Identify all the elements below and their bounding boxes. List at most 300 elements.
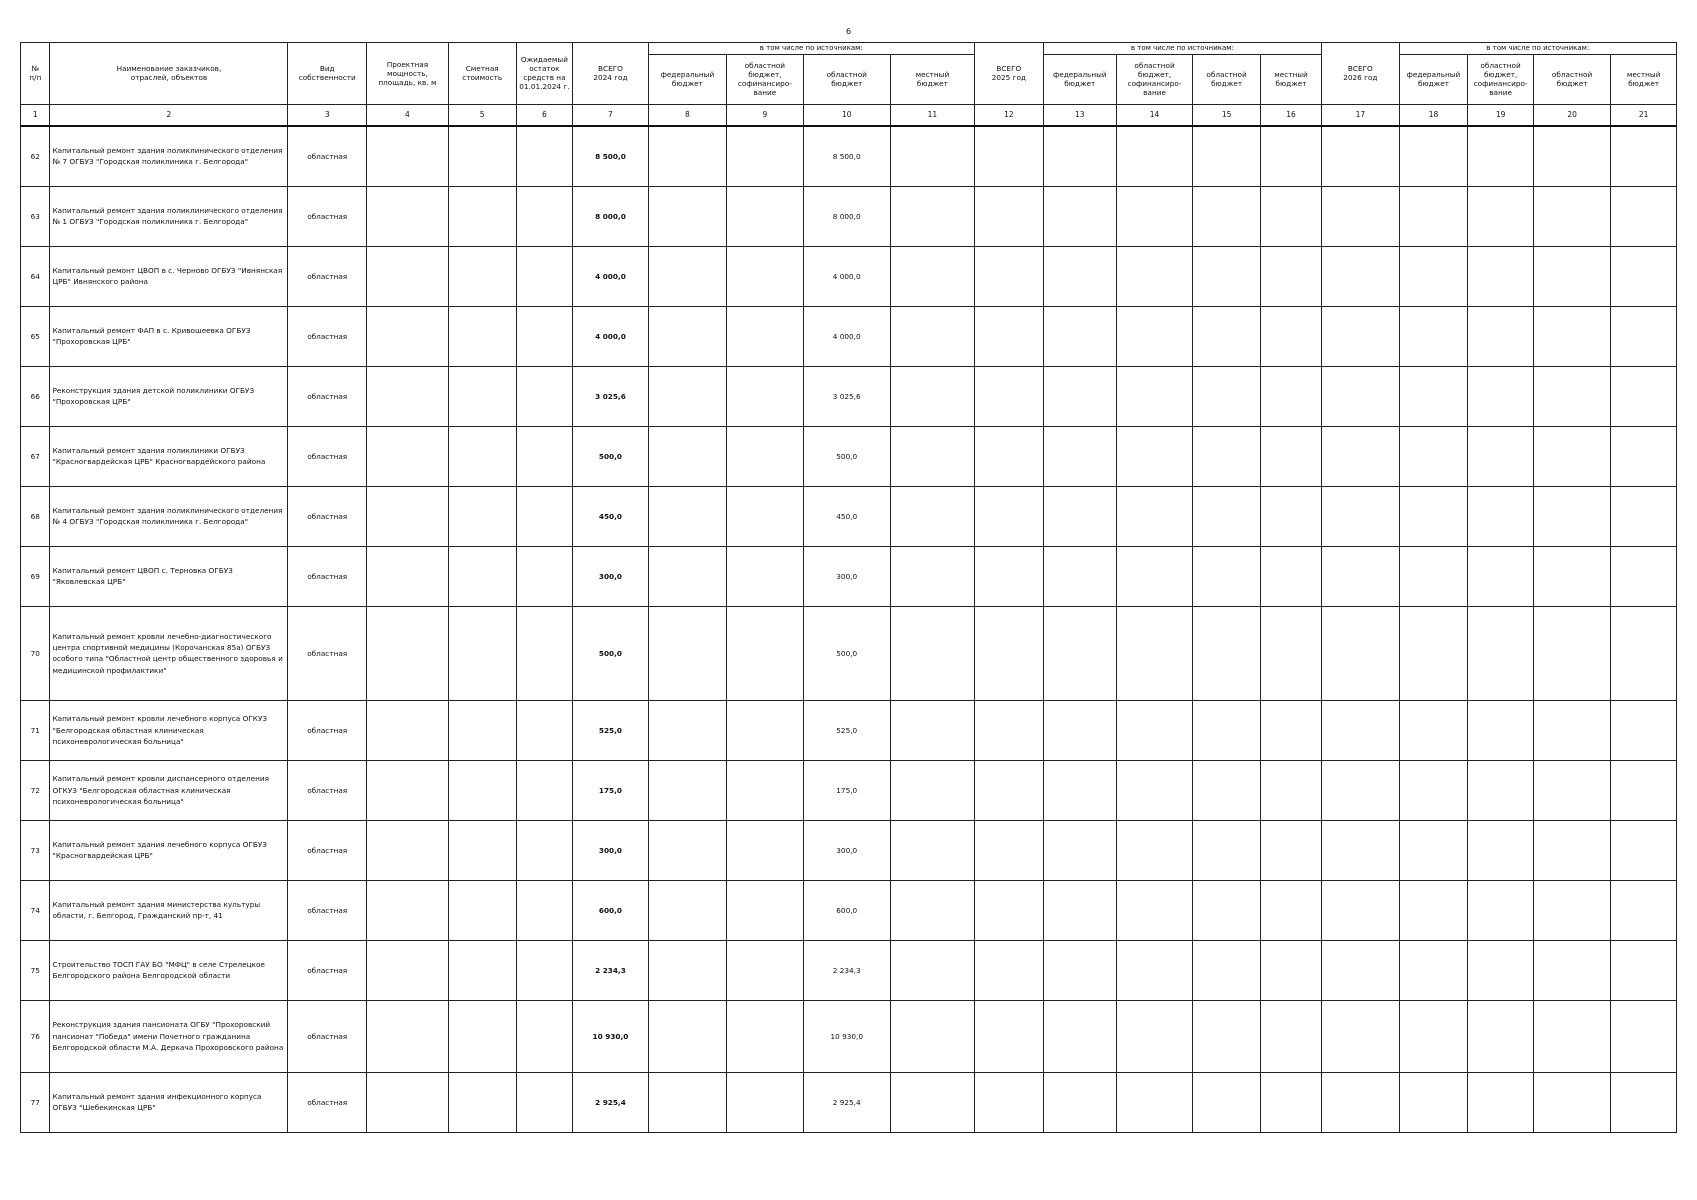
total-2024-cell: 300,0: [573, 546, 648, 606]
table-cell: [1611, 246, 1677, 306]
column-number: 14: [1116, 104, 1192, 126]
column-number: 2: [50, 104, 288, 126]
table-cell: [974, 186, 1043, 246]
regional-2024-cell: 500,0: [803, 426, 890, 486]
regional-2024-cell: 600,0: [803, 880, 890, 940]
table-row: [21, 366, 1677, 426]
table-cell: [516, 186, 573, 246]
table-cell: [1193, 880, 1261, 940]
table-cell: [1611, 760, 1677, 820]
object-name: Капитальный ремонт здания поликлинического отделения № 4 ОГБУЗ "Городская поликлиника г. Белгорода": [50, 486, 288, 546]
table-cell: [1399, 186, 1468, 246]
table-cell: [1116, 246, 1192, 306]
ownership-cell: областная: [288, 186, 367, 246]
table-cell: [974, 246, 1043, 306]
column-number: 9: [727, 104, 803, 126]
table-cell: [516, 306, 573, 366]
table-cell: [367, 186, 449, 246]
table-cell: [1043, 700, 1116, 760]
table-row: [21, 126, 1677, 187]
table-cell: [1468, 820, 1533, 880]
table-cell: [1116, 760, 1192, 820]
header-regional: областной бюджет: [1533, 54, 1611, 104]
ownership-cell: областная: [288, 306, 367, 366]
table-cell: [727, 426, 803, 486]
column-number: 19: [1468, 104, 1533, 126]
row-number: 70: [21, 606, 50, 700]
ownership-cell: областная: [288, 880, 367, 940]
table-row: [21, 760, 1677, 820]
header-federal: федеральный бюджет: [1399, 54, 1468, 104]
table-cell: [1260, 760, 1321, 820]
table-cell: [890, 426, 974, 486]
table-cell: [727, 126, 803, 187]
table-cell: [1468, 126, 1533, 187]
table-cell: [974, 126, 1043, 187]
table-cell: [648, 126, 727, 187]
table-cell: [974, 546, 1043, 606]
table-cell: [1116, 700, 1192, 760]
table-cell: [1043, 426, 1116, 486]
table-cell: [516, 606, 573, 700]
table-cell: [448, 820, 516, 880]
table-cell: [1116, 1072, 1192, 1132]
table-cell: [974, 426, 1043, 486]
table-row: [21, 306, 1677, 366]
object-name: Капитальный ремонт здания поликлинического отделения № 7 ОГБУЗ "Городская поликлиника г. Белгорода": [50, 126, 288, 187]
table-cell: [890, 186, 974, 246]
table-cell: [1611, 426, 1677, 486]
regional-2024-cell: 8 500,0: [803, 126, 890, 187]
table-cell: [1193, 700, 1261, 760]
header-capacity: Проектная мощность, площадь, кв. м: [367, 43, 449, 105]
regional-2024-cell: 300,0: [803, 820, 890, 880]
table-cell: [516, 940, 573, 1000]
total-2024-cell: 2 925,4: [573, 1072, 648, 1132]
table-cell: [974, 486, 1043, 546]
row-number: 67: [21, 426, 50, 486]
table-row: [21, 880, 1677, 940]
table-cell: [448, 880, 516, 940]
ownership-cell: областная: [288, 1000, 367, 1072]
table-cell: [516, 700, 573, 760]
table-cell: [1116, 186, 1192, 246]
table-cell: [1533, 880, 1611, 940]
header-sources-2026: в том числе по источникам:: [1399, 43, 1676, 55]
table-cell: [1043, 306, 1116, 366]
table-cell: [1260, 940, 1321, 1000]
total-2024-cell: 8 500,0: [573, 126, 648, 187]
column-number: 6: [516, 104, 573, 126]
table-cell: [1468, 940, 1533, 1000]
column-number: 18: [1399, 104, 1468, 126]
column-number: 15: [1193, 104, 1261, 126]
total-2024-cell: 300,0: [573, 820, 648, 880]
table-cell: [648, 606, 727, 700]
table-cell: [1193, 606, 1261, 700]
header-federal: федеральный бюджет: [1043, 54, 1116, 104]
regional-2024-cell: 10 930,0: [803, 1000, 890, 1072]
table-cell: [1533, 126, 1611, 187]
total-2024-cell: 8 000,0: [573, 186, 648, 246]
table-cell: [367, 606, 449, 700]
table-cell: [890, 760, 974, 820]
table-cell: [516, 1072, 573, 1132]
row-number: 71: [21, 700, 50, 760]
table-cell: [516, 880, 573, 940]
table-cell: [1399, 306, 1468, 366]
header-num: № п/п: [21, 43, 50, 105]
table-cell: [1116, 606, 1192, 700]
regional-2024-cell: 450,0: [803, 486, 890, 546]
column-number: 4: [367, 104, 449, 126]
ownership-cell: областная: [288, 700, 367, 760]
table-cell: [1193, 1000, 1261, 1072]
table-cell: [727, 546, 803, 606]
table-cell: [1399, 1072, 1468, 1132]
table-cell: [974, 820, 1043, 880]
table-cell: [890, 820, 974, 880]
table-cell: [1260, 546, 1321, 606]
regional-2024-cell: 2 925,4: [803, 1072, 890, 1132]
regional-2024-cell: 525,0: [803, 700, 890, 760]
regional-2024-cell: 300,0: [803, 546, 890, 606]
table-cell: [1043, 1000, 1116, 1072]
table-cell: [648, 760, 727, 820]
table-cell: [516, 546, 573, 606]
row-number: 74: [21, 880, 50, 940]
table-cell: [648, 700, 727, 760]
table-cell: [727, 486, 803, 546]
column-number: 8: [648, 104, 727, 126]
table-cell: [1468, 426, 1533, 486]
column-number: 1: [21, 104, 50, 126]
table-cell: [890, 1072, 974, 1132]
total-2024-cell: 175,0: [573, 760, 648, 820]
table-cell: [1399, 126, 1468, 187]
header-total-2026: ВСЕГО 2026 год: [1322, 43, 1400, 105]
table-cell: [727, 1072, 803, 1132]
row-number: 69: [21, 546, 50, 606]
total-2024-cell: 2 234,3: [573, 940, 648, 1000]
table-cell: [1533, 1000, 1611, 1072]
table-cell: [1399, 366, 1468, 426]
ownership-cell: областная: [288, 246, 367, 306]
table-cell: [516, 246, 573, 306]
table-cell: [1611, 186, 1677, 246]
table-row: [21, 606, 1677, 700]
header-regional-cofin: областной бюджет, софинансиро- вание: [1116, 54, 1192, 104]
table-cell: [1260, 486, 1321, 546]
column-number: 12: [974, 104, 1043, 126]
table-cell: [1611, 486, 1677, 546]
header-regional-cofin: областной бюджет, софинансиро- вание: [727, 54, 803, 104]
table-cell: [1260, 126, 1321, 187]
table-cell: [1468, 1000, 1533, 1072]
table-cell: [1193, 486, 1261, 546]
table-cell: [1322, 366, 1400, 426]
table-cell: [1399, 1000, 1468, 1072]
table-cell: [890, 306, 974, 366]
header-sources-2025: в том числе по источникам:: [1043, 43, 1321, 55]
table-cell: [367, 546, 449, 606]
ownership-cell: областная: [288, 486, 367, 546]
object-name: Капитальный ремонт здания поликлиники ОГБУЗ "Красногвардейская ЦРБ" Красногвардейского района: [50, 426, 288, 486]
ownership-cell: областная: [288, 126, 367, 187]
table-cell: [648, 366, 727, 426]
total-2024-cell: 450,0: [573, 486, 648, 546]
table-cell: [727, 246, 803, 306]
row-number: 76: [21, 1000, 50, 1072]
regional-2024-cell: 4 000,0: [803, 246, 890, 306]
table-cell: [1611, 700, 1677, 760]
column-number: 11: [890, 104, 974, 126]
table-cell: [1322, 940, 1400, 1000]
column-number: 10: [803, 104, 890, 126]
column-number: 21: [1611, 104, 1677, 126]
table-cell: [1468, 366, 1533, 426]
table-cell: [648, 426, 727, 486]
object-name: Капитальный ремонт кровли диспансерного отделения ОГКУЗ "Белгородская областная клиническая психоневрологическая больница": [50, 760, 288, 820]
table-cell: [1533, 426, 1611, 486]
table-cell: [448, 700, 516, 760]
budget-table: [20, 42, 1677, 1133]
table-cell: [1468, 760, 1533, 820]
table-cell: [727, 366, 803, 426]
table-cell: [1116, 426, 1192, 486]
row-number: 63: [21, 186, 50, 246]
table-cell: [648, 880, 727, 940]
table-row: [21, 546, 1677, 606]
column-number: 3: [288, 104, 367, 126]
header-local: местный бюджет: [1260, 54, 1321, 104]
table-cell: [1468, 546, 1533, 606]
table-cell: [974, 1072, 1043, 1132]
table-cell: [448, 606, 516, 700]
table-cell: [1611, 366, 1677, 426]
table-cell: [1611, 1000, 1677, 1072]
table-cell: [367, 700, 449, 760]
row-number: 65: [21, 306, 50, 366]
table-cell: [367, 246, 449, 306]
row-number: 73: [21, 820, 50, 880]
table-cell: [516, 820, 573, 880]
row-number: 68: [21, 486, 50, 546]
table-cell: [1611, 940, 1677, 1000]
table-cell: [1260, 1000, 1321, 1072]
table-cell: [1322, 1000, 1400, 1072]
table-cell: [367, 1000, 449, 1072]
object-name: Капитальный ремонт здания министерства культуры области, г. Белгород, Гражданский пр-т, 41: [50, 880, 288, 940]
ownership-cell: областная: [288, 820, 367, 880]
table-cell: [1043, 186, 1116, 246]
total-2024-cell: 500,0: [573, 426, 648, 486]
table-cell: [648, 820, 727, 880]
table-cell: [448, 126, 516, 187]
table-cell: [1043, 546, 1116, 606]
table-cell: [448, 186, 516, 246]
table-cell: [1260, 700, 1321, 760]
table-cell: [1611, 880, 1677, 940]
column-number: 16: [1260, 104, 1321, 126]
table-cell: [367, 1072, 449, 1132]
table-cell: [516, 486, 573, 546]
table-cell: [1043, 366, 1116, 426]
table-cell: [890, 366, 974, 426]
header-remainder: Ожидаемый остаток средств на 01.01.2024 г.: [516, 43, 573, 105]
table-cell: [1043, 126, 1116, 187]
table-cell: [448, 546, 516, 606]
total-2024-cell: 3 025,6: [573, 366, 648, 426]
table-cell: [1193, 186, 1261, 246]
table-cell: [1043, 760, 1116, 820]
header-local: местный бюджет: [890, 54, 974, 104]
object-name: Реконструкция здания детской поликлиники ОГБУЗ "Прохоровская ЦРБ": [50, 366, 288, 426]
table-cell: [1533, 546, 1611, 606]
table-cell: [1260, 1072, 1321, 1132]
table-cell: [516, 126, 573, 187]
table-cell: [1399, 820, 1468, 880]
row-number: 77: [21, 1072, 50, 1132]
table-cell: [1193, 306, 1261, 366]
table-row: [21, 700, 1677, 760]
table-cell: [1399, 246, 1468, 306]
header-name: Наименование заказчиков, отраслей, объектов: [50, 43, 288, 105]
total-2024-cell: 4 000,0: [573, 306, 648, 366]
table-cell: [1399, 426, 1468, 486]
object-name: Реконструкция здания пансионата ОГБУ "Прохоровский пансионат "Победа" имени Почетного гражданина Белгородской области М.А. Деркача Прохоровского района: [50, 1000, 288, 1072]
table-cell: [648, 940, 727, 1000]
table-cell: [1533, 486, 1611, 546]
table-cell: [1611, 820, 1677, 880]
table-cell: [367, 126, 449, 187]
table-cell: [448, 940, 516, 1000]
table-cell: [516, 1000, 573, 1072]
ownership-cell: областная: [288, 366, 367, 426]
object-name: Капитальный ремонт здания поликлинического отделения № 1 ОГБУЗ "Городская поликлиника г. Белгорода": [50, 186, 288, 246]
table-cell: [1611, 306, 1677, 366]
table-cell: [1468, 880, 1533, 940]
regional-2024-cell: 8 000,0: [803, 186, 890, 246]
table-cell: [1260, 366, 1321, 426]
table-cell: [1043, 1072, 1116, 1132]
table-cell: [890, 246, 974, 306]
table-cell: [1399, 700, 1468, 760]
object-name: Капитальный ремонт здания лечебного корпуса ОГБУЗ "Красногвардейская ЦРБ": [50, 820, 288, 880]
table-cell: [448, 1072, 516, 1132]
table-cell: [367, 306, 449, 366]
table-cell: [1322, 700, 1400, 760]
table-cell: [1116, 820, 1192, 880]
table-cell: [1322, 546, 1400, 606]
regional-2024-cell: 2 234,3: [803, 940, 890, 1000]
table-cell: [367, 820, 449, 880]
ownership-cell: областная: [288, 940, 367, 1000]
regional-2024-cell: 3 025,6: [803, 366, 890, 426]
table-cell: [516, 366, 573, 426]
table-cell: [1116, 366, 1192, 426]
header-sources-2024: в том числе по источникам:: [648, 43, 974, 55]
table-cell: [1533, 940, 1611, 1000]
table-row: [21, 1000, 1677, 1072]
table-cell: [1116, 940, 1192, 1000]
ownership-cell: областная: [288, 1072, 367, 1132]
table-cell: [974, 1000, 1043, 1072]
table-cell: [890, 1000, 974, 1072]
table-cell: [1399, 606, 1468, 700]
ownership-cell: областная: [288, 426, 367, 486]
table-cell: [1399, 760, 1468, 820]
table-cell: [1322, 820, 1400, 880]
table-cell: [1399, 880, 1468, 940]
table-cell: [974, 306, 1043, 366]
row-number: 72: [21, 760, 50, 820]
table-cell: [890, 606, 974, 700]
table-cell: [1322, 486, 1400, 546]
table-cell: [1533, 1072, 1611, 1132]
table-cell: [448, 306, 516, 366]
table-cell: [727, 940, 803, 1000]
table-cell: [648, 246, 727, 306]
table-cell: [727, 306, 803, 366]
table-row: [21, 186, 1677, 246]
table-cell: [1533, 306, 1611, 366]
table-row: [21, 1072, 1677, 1132]
object-name: Капитальный ремонт ФАП в с. Кривошеевка ОГБУЗ "Прохоровская ЦРБ": [50, 306, 288, 366]
table-cell: [367, 940, 449, 1000]
table-cell: [1043, 880, 1116, 940]
table-cell: [1322, 246, 1400, 306]
table-cell: [648, 186, 727, 246]
table-cell: [367, 426, 449, 486]
table-cell: [1260, 880, 1321, 940]
table-cell: [1260, 186, 1321, 246]
table-cell: [890, 546, 974, 606]
table-row: [21, 940, 1677, 1000]
table-cell: [1468, 486, 1533, 546]
table-cell: [648, 486, 727, 546]
table-row: [21, 246, 1677, 306]
object-name: Капитальный ремонт ЦВОП с. Терновка ОГБУЗ "Яковлевская ЦРБ": [50, 546, 288, 606]
table-cell: [1193, 940, 1261, 1000]
table-cell: [1399, 546, 1468, 606]
table-cell: [367, 366, 449, 426]
table-cell: [1533, 700, 1611, 760]
table-cell: [648, 1072, 727, 1132]
table-cell: [1260, 606, 1321, 700]
table-cell: [1116, 306, 1192, 366]
table-cell: [727, 700, 803, 760]
header-total-2024: ВСЕГО 2024 год: [573, 43, 648, 105]
table-cell: [1322, 1072, 1400, 1132]
regional-2024-cell: 175,0: [803, 760, 890, 820]
table-cell: [1193, 126, 1261, 187]
total-2024-cell: 500,0: [573, 606, 648, 700]
table-cell: [648, 306, 727, 366]
header-regional: областной бюджет: [803, 54, 890, 104]
table-cell: [367, 880, 449, 940]
table-cell: [890, 940, 974, 1000]
table-cell: [974, 366, 1043, 426]
table-cell: [727, 186, 803, 246]
table-cell: [1322, 126, 1400, 187]
table-cell: [648, 1000, 727, 1072]
total-2024-cell: 10 930,0: [573, 1000, 648, 1072]
table-cell: [1533, 760, 1611, 820]
object-name: Строительство ТОСП ГАУ БО "МФЦ" в селе Стрелецкое Белгородского района Белгородской области: [50, 940, 288, 1000]
total-2024-cell: 600,0: [573, 880, 648, 940]
table-cell: [1116, 880, 1192, 940]
